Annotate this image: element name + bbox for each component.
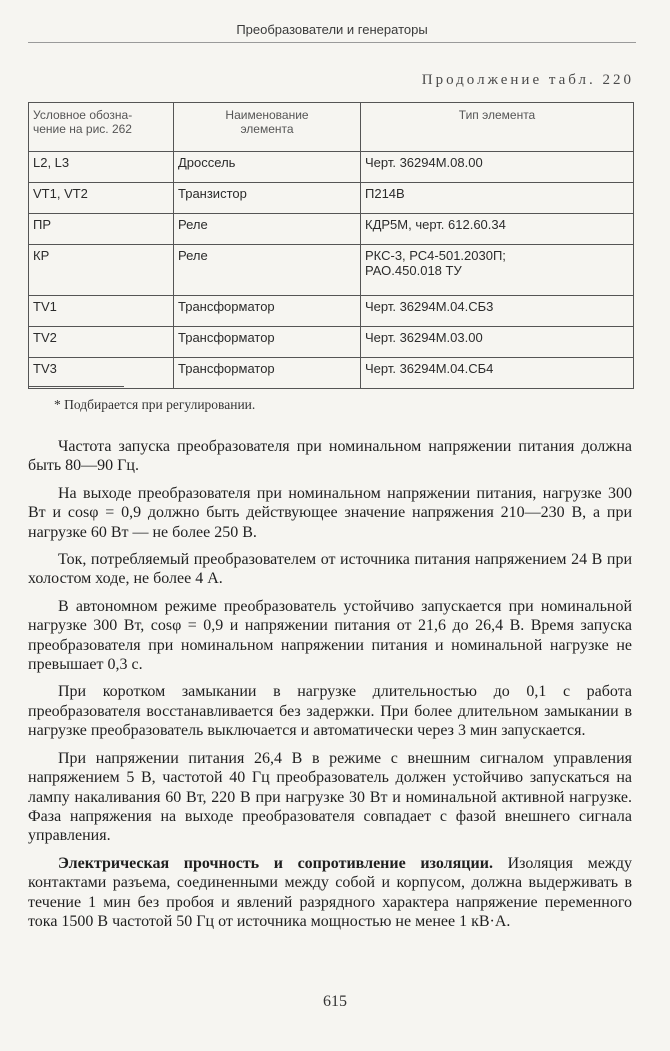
cell-type-line: П214В <box>365 186 405 201</box>
table-header-row <box>29 103 634 152</box>
cell-designation: TV3 <box>29 358 174 389</box>
body-text <box>28 437 632 939</box>
cell-name: Реле <box>174 245 361 296</box>
table-row <box>29 183 634 214</box>
header-name <box>174 103 361 152</box>
table-row <box>29 152 634 183</box>
header-name-line: элемента <box>240 122 294 136</box>
cell-type-line: КДР5М, черт. 612.60.34 <box>365 217 506 232</box>
cell-designation: TV1 <box>29 296 174 327</box>
footnote: * Подбирается при регулировании. <box>54 397 256 412</box>
table-row <box>29 358 634 389</box>
header-designation-line: Условное обозна- <box>33 108 133 122</box>
cell-designation: TV2 <box>29 327 174 358</box>
header-designation <box>29 103 174 152</box>
cell-designation: VT1, VT2 <box>29 183 174 214</box>
cell-designation: КР <box>29 245 174 296</box>
cell-name: Дроссель <box>174 152 361 183</box>
header-name-line: Наименование <box>225 108 309 122</box>
table-row <box>29 245 634 296</box>
cell-type <box>361 152 634 183</box>
cell-name: Трансформатор <box>174 327 361 358</box>
paragraph-body: Изоляция между контактами разъема, соединенными между собой и корпусом, должна выдерживать в течение 1 мин без пробоя и явлений разрядного характера напряжение переменного тока 1500 В частотой 50 Гц от источника мощностью не менее 1 кВ·А. <box>28 854 632 930</box>
cell-type <box>361 245 634 296</box>
paragraph: При коротком замыкании в нагрузке длительностью до 0,1 с работа преобразователя восстанавливается без задержки. При более длительном замыкании в нагрузке преобразователь выключается и автоматически через 3 мин запускается. <box>28 683 632 740</box>
cell-designation: ПР <box>29 214 174 245</box>
running-head: Преобразователи и генераторы <box>28 22 636 43</box>
cell-type-line: РКС-3, РС4-501.2030П; <box>365 248 506 263</box>
cell-name: Трансформатор <box>174 296 361 327</box>
cell-type-line: РАО.450.018 ТУ <box>365 263 462 278</box>
paragraph: При напряжении питания 26,4 В в режиме с внешним сигналом управления напряжением 5 В, частотой 40 Гц преобразователь должен устойчиво запускаться на лампу накаливания 60 Вт, 220 В при нагрузке 30 Вт и номинальной активной нагрузке. Фаза напряжения на выходе преобразователя совпадает с фазой внешнего сигнала управления. <box>28 749 632 845</box>
cell-type-line: Черт. 36294М.04.СБ4 <box>365 361 494 376</box>
paragraph: На выходе преобразователя при номинальном напряжении питания, нагрузке 300 Вт и cosφ = 0,9 должно быть действующее значение напряжения 210—230 В, а при нагрузке 60 Вт — не более 250 В. <box>28 484 632 541</box>
table-row <box>29 214 634 245</box>
paragraph: Ток, потребляемый преобразователем от источника питания напряжением 24 В при холостом ходе, не более 4 А. <box>28 551 632 588</box>
table-row <box>29 296 634 327</box>
header-type <box>361 103 634 152</box>
cell-type <box>361 327 634 358</box>
page-number: 615 <box>323 993 347 1010</box>
paragraph: Частота запуска преобразователя при номинальном напряжении питания должна быть 80—90 Гц. <box>28 438 632 475</box>
header-designation-line: чение на рис. 262 <box>33 122 132 136</box>
cell-type <box>361 183 634 214</box>
cell-type <box>361 358 634 389</box>
table-caption: Продолжение табл. 220 <box>421 72 634 88</box>
cell-type <box>361 296 634 327</box>
cell-designation: L2, L3 <box>29 152 174 183</box>
cell-name: Транзистор <box>174 183 361 214</box>
cell-name: Реле <box>174 214 361 245</box>
header-type-line: Тип элемента <box>458 108 536 122</box>
paragraph <box>28 854 632 932</box>
table-row <box>29 327 634 358</box>
paragraph: В автономном режиме преобразователь устойчиво запускается при номинальной нагрузке 300 Вт, cosφ = 0,9 и напряжении питания от 21,6 до 26,4 В. Время запуска преобразователя при номинальном напряжении питания и номинальной нагрузке не превышает 0,3 с. <box>28 597 632 674</box>
element-table <box>28 102 634 389</box>
cell-type-line: Черт. 36294М.08.00 <box>365 155 483 170</box>
cell-type-line: Черт. 36294М.03.00 <box>365 330 483 345</box>
cell-name: Трансформатор <box>174 358 361 389</box>
cell-type-line: Черт. 36294М.04.СБ3 <box>365 299 494 314</box>
paragraph-run-in-heading: Электрическая прочность и сопротивление изоляции. <box>58 854 493 872</box>
cell-type <box>361 214 634 245</box>
footnote-rule <box>28 386 124 387</box>
